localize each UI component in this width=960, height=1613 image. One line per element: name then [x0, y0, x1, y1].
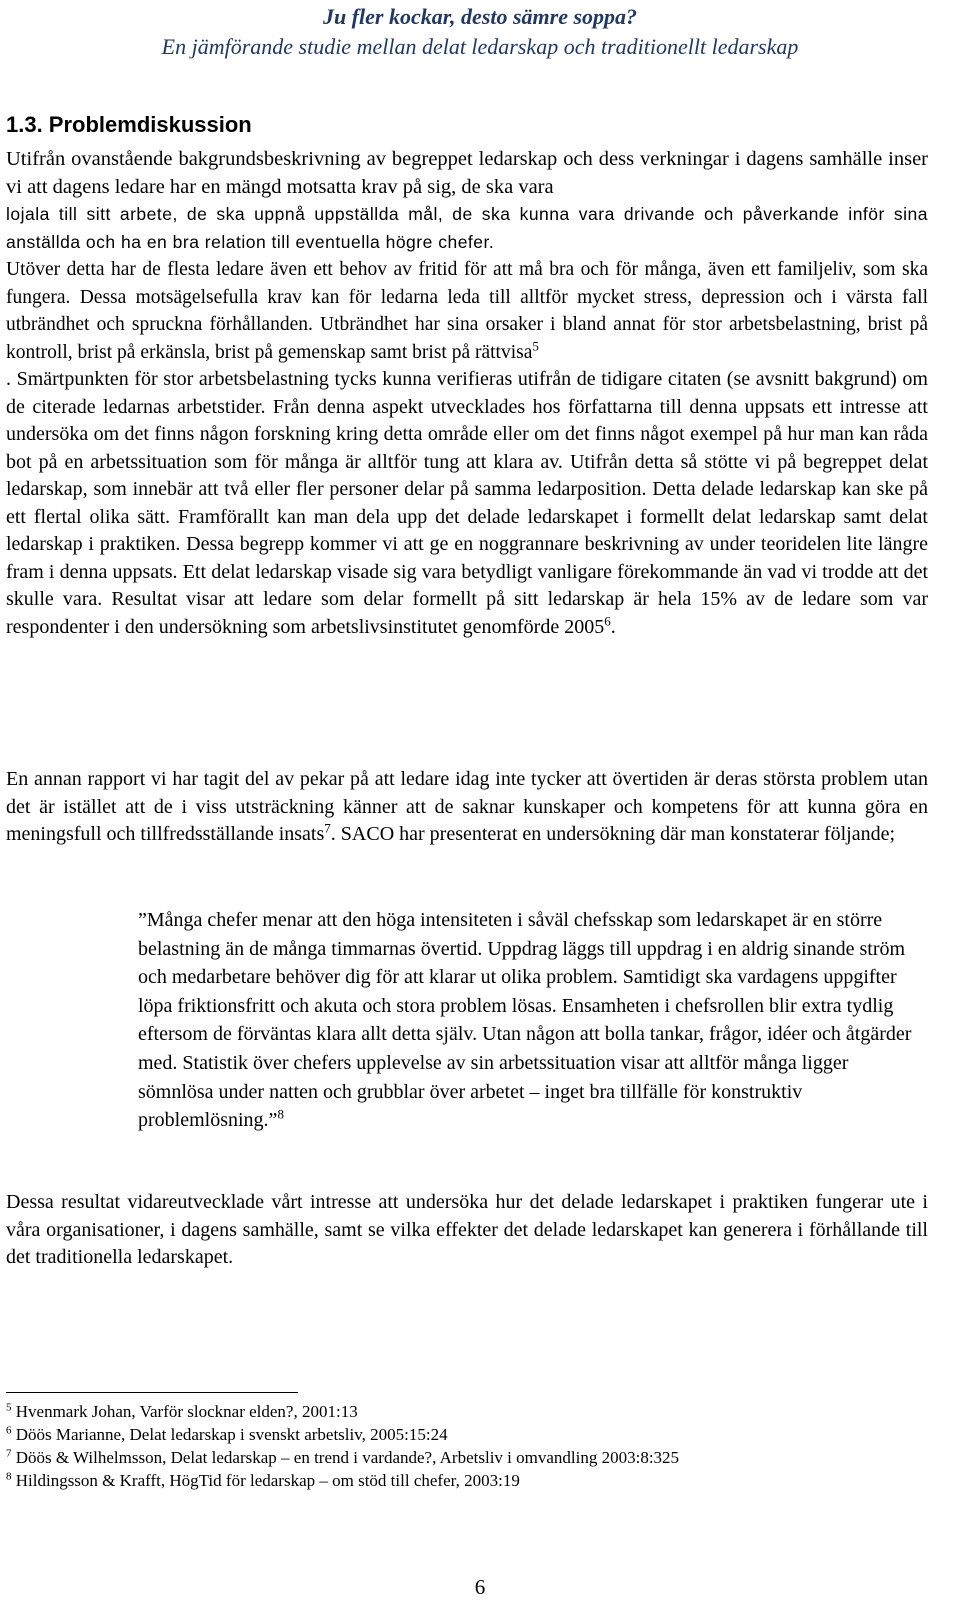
- footnote-number: 6: [6, 1424, 12, 1437]
- footnote-number: 8: [6, 1470, 12, 1483]
- section-heading: 1.3. Problemdiskussion: [6, 112, 252, 137]
- footnote-ref-7[interactable]: 7: [324, 820, 331, 836]
- footnote-ref-5[interactable]: 5: [532, 338, 539, 353]
- paragraph-intro-line: Utifrån ovanstående bakgrundsbeskrivning av begreppet ledarskap och dess verkningar i dagens samhälle inser vi att dagens ledare har en mängd motsatta krav på sig, de ska vara: [6, 148, 928, 198]
- block-quote-text: ”Många chefer menar att den höga intensiteten i såväl chefsskap som ledarskapet är en större belastning än de många timmarnas övertid. Uppdrag läggs till uppdrag i en aldrig sinande ström och medarbetare behöver dig för att klarar ut olika problem. Samtidigt ska vardagens uppgifter löpa friktionsfritt och akuta och stora problem lösas. Ensamheten i chefsrollen blir extra tydlig eftersom de förväntas klara allt detta själv. Utan någon att bolla tankar, frågor, idéer och åtgärder med. Statistik över chefers upplevelse av sin arbetssituation visar att alltför många ligger sömnlösa under natten och grubblar över arbetet – inget bra tillfälle för konstruktiv problemlösning.”: [138, 909, 912, 1132]
- footnote-ref-6[interactable]: 6: [604, 612, 611, 628]
- paragraph-shared-leadership-end: .: [610, 615, 616, 638]
- page-number: 6: [474, 1575, 486, 1599]
- footnote-text: Hvenmark Johan, Varför slocknar elden?, 2001:13: [11, 1402, 358, 1421]
- footnote-item: [6, 1400, 926, 1423]
- paragraph-conclusion: Dessa resultat vidareutvecklade vårt intresse att undersöka hur det delade ledarskapet i praktiken fungerar ute i våra organisationer, i dagens samhälle, samt se vilka effekter det delade ledarskapet kan generera i förhållande till det traditionella ledarskapet.: [6, 1191, 928, 1268]
- footnote-item: [6, 1469, 926, 1492]
- header-subtitle: En jämförande studie mellan delat ledarskap och traditionellt ledarskap: [161, 34, 799, 59]
- header-title: Ju fler kockar, desto sämre soppa?: [322, 4, 638, 29]
- paragraph-shared-leadership: [6, 366, 928, 641]
- footnotes: [6, 1400, 926, 1492]
- footnote-item: [6, 1446, 926, 1469]
- paragraph-report: [6, 766, 928, 849]
- footnote-ref-8[interactable]: 8: [277, 1106, 284, 1122]
- footnote-separator: [6, 1392, 298, 1393]
- paragraph-demands-text: Utöver detta har de flesta ledare även ett behov av fritid för att må bra och för många, även ett familjeliv, som ska fungera. Dessa motsägelsefulla krav kan för ledarna leda till alltför mycket stress, depression och i värsta fall utbrändhet och spruckna förhållanden. Utbrändhet har sina orsaker i bland annat för stor arbetsbelastning, brist på kontroll, brist på erkänsla, brist på gemenskap samt brist på rättvisa: [6, 259, 928, 363]
- footnote-text: Döös & Wilhelmsson, Delat ledarskap – en trend i vardande?, Arbetsliv i omvandling 2003:8:325: [11, 1448, 680, 1467]
- footnote-number: 5: [6, 1401, 12, 1414]
- footnote-item: [6, 1423, 926, 1446]
- footnote-text: Döös Marianne, Delat ledarskap i svenskt arbetsliv, 2005:15:24: [11, 1425, 448, 1444]
- paragraph-intro-sans: lojala till sitt arbete, de ska uppnå uppställda mål, de ska kunna vara drivande och påverkande inför sina anställda och ha en bra relation till eventuella högre chefer.: [6, 204, 928, 252]
- paragraph-report-end: . SACO har presenterat en undersökning där man konstaterar följande;: [330, 823, 896, 845]
- paragraph-report-text: En annan rapport vi har tagit del av pekar på att ledare idag inte tycker att övertiden är deras största problem utan det är istället att de i viss utsträckning känner att de saknar kunskaper och kompetens för att kunna göra en meningsfull och tillfredsställande insats: [6, 768, 928, 845]
- running-header: [0, 2, 960, 62]
- footnote-number: 7: [6, 1447, 12, 1460]
- footnote-text: Hildingsson & Krafft, HögTid för ledarskap – om stöd till chefer, 2003:19: [11, 1471, 520, 1490]
- paragraph-demands: [6, 256, 928, 366]
- block-quote: [138, 906, 928, 1135]
- paragraph-shared-leadership-text: . Smärtpunkten för stor arbetsbelastning tycks kunna verifieras utifrån de tidigare citaten (se avsnitt bakgrund) om de citerade ledarnas arbetstider. Från denna aspekt utvecklades hos författarna till denna uppsats ett intresse att undersöka om det finns någon forskning kring detta område eller om det finns något exempel på hur man kan råda bot på en arbetssituation som för många är alltför tung att klara av. Utifrån detta så stötte vi på begreppet delat ledarskap, som innebär att två eller fler personer delar på samma ledarposition. Detta delade ledarskap kan ske på ett flertal olika sätt. Framförallt kan man dela upp det delade ledarskapet i formellt delat ledarskap samt delat ledarskap i praktiken. Dessa begrepp kommer vi att ge en noggrannare beskrivning av under teoridelen lite längre fram i denna uppsats. Ett delat ledarskap visade sig vara betydligt vanligare förekommande än vad vi trodde att det skulle vara. Resultat visar att ledare som delar formellt på sitt ledarskap är hela 15% av de ledare som var respondenter i den undersökning som arbetslivsinstitutet genomförde 2005: [6, 368, 928, 638]
